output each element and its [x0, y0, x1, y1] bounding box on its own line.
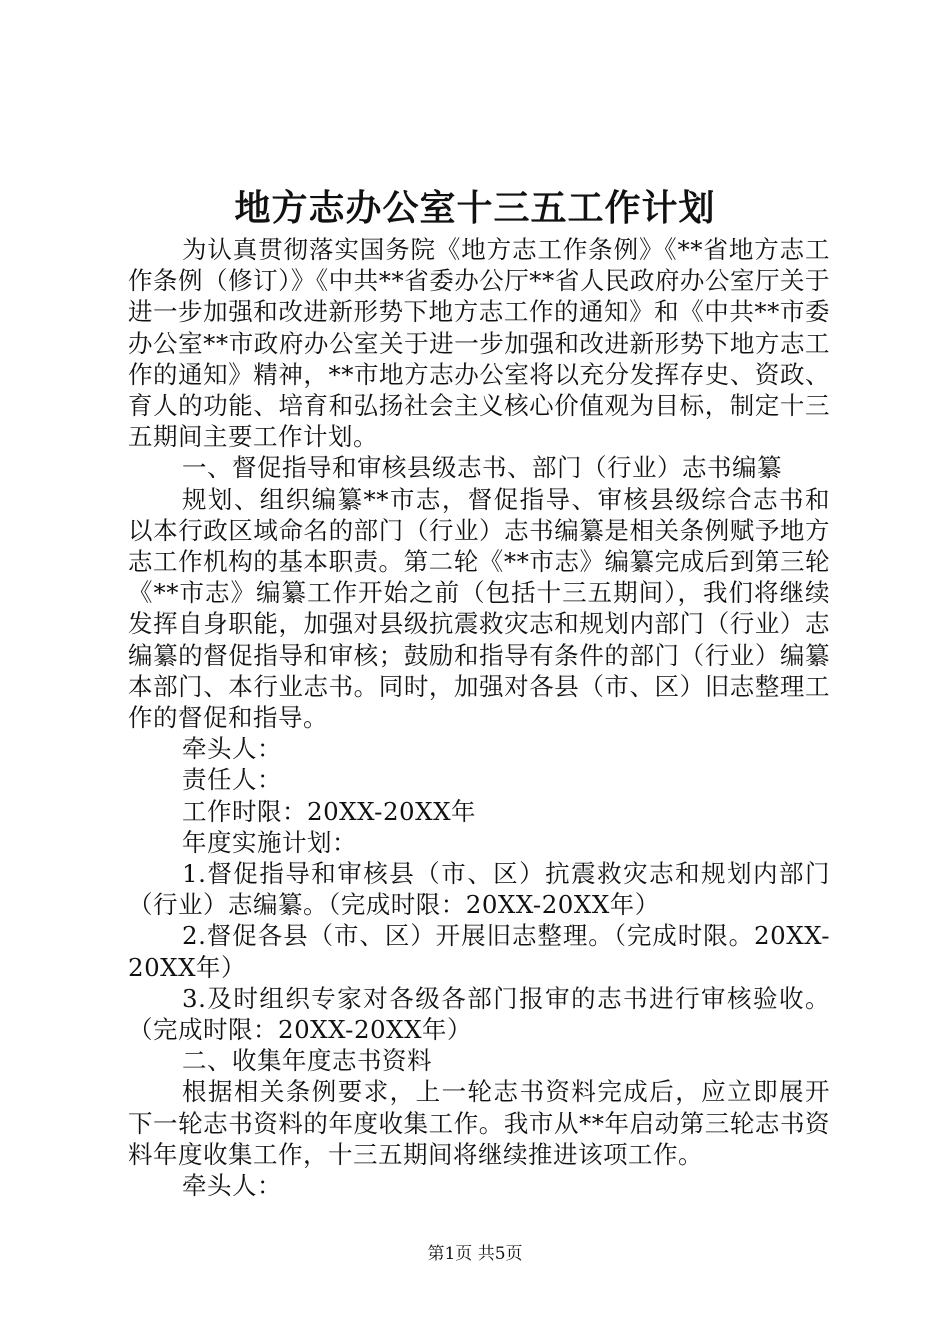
work-deadline-line: 工作时限：20XX-20XX年 — [182, 796, 477, 826]
lead-person-line-2: 牵头人： — [182, 1171, 282, 1201]
responsible-person-line: 责任人： — [182, 765, 282, 795]
paragraph-section-2: 根据相关条例要求，上一轮志书资料完成后，应立即展开下一轮志书资料的年度收集工作。我市从**年启动第三轮志书资料年度收集工作，十三五期间将继续推进该项工作。 — [128, 1077, 830, 1169]
section-heading-1: 一、督促指导和审核县级志书、部门（行业）志书编纂 — [182, 453, 782, 483]
plan-item-2: 2.督促各县（市、区）开展旧志整理。（完成时限。20XX-20XX年） — [128, 921, 830, 982]
page-footer: 第1页 共5页 — [427, 1244, 523, 1264]
paragraph-intro: 为认真贯彻落实国务院《地方志工作条例》《**省地方志工作条例（修订）》《中共**省委办公厅**省人民政府办公室厅关于进一步加强和改进新形势下地方志工作的通知》和《中共**市委办公室**市政府办公室关于进一步加强和改进新形势下地方志工作的通知》精神，**市地方志办公室将以充分发挥存史、资政、育人的功能、培育和弘扬社会主义核心价值观为目标，制定十三五期间主要工作计划。 — [128, 235, 830, 452]
document-body — [128, 234, 830, 1201]
section-heading-2: 二、收集年度志书资料 — [182, 1046, 432, 1076]
annual-plan-heading: 年度实施计划： — [182, 827, 357, 857]
paragraph-section-1: 规划、组织编纂**市志，督促指导、审核县级综合志书和以本行政区域命名的部门（行业）志书编纂是相关条例赋予地方志工作机构的基本职责。第二轮《**市志》编纂完成后到第三轮《**市志》编纂工作开始之前（包括十三五期间），我们将继续发挥自身职能，加强对县级抗震救灾志和规划内部门（行业）志编纂的督促指导和审核；鼓励和指导有条件的部门（行业）编纂本部门、本行业志书。同时，加强对各县（市、区）旧志整理工作的督促和指导。 — [128, 484, 830, 733]
lead-person-line: 牵头人： — [182, 734, 282, 764]
plan-item-1: 1.督促指导和审核县（市、区）抗震救灾志和规划内部门（行业）志编纂。（完成时限：20XX-20XX年） — [128, 859, 830, 920]
plan-item-3: 3.及时组织专家对各级各部门报审的志书进行审核验收。（完成时限：20XX-20XX年） — [128, 983, 830, 1045]
document-title: 地方志办公室十三五工作计划 — [234, 187, 716, 229]
